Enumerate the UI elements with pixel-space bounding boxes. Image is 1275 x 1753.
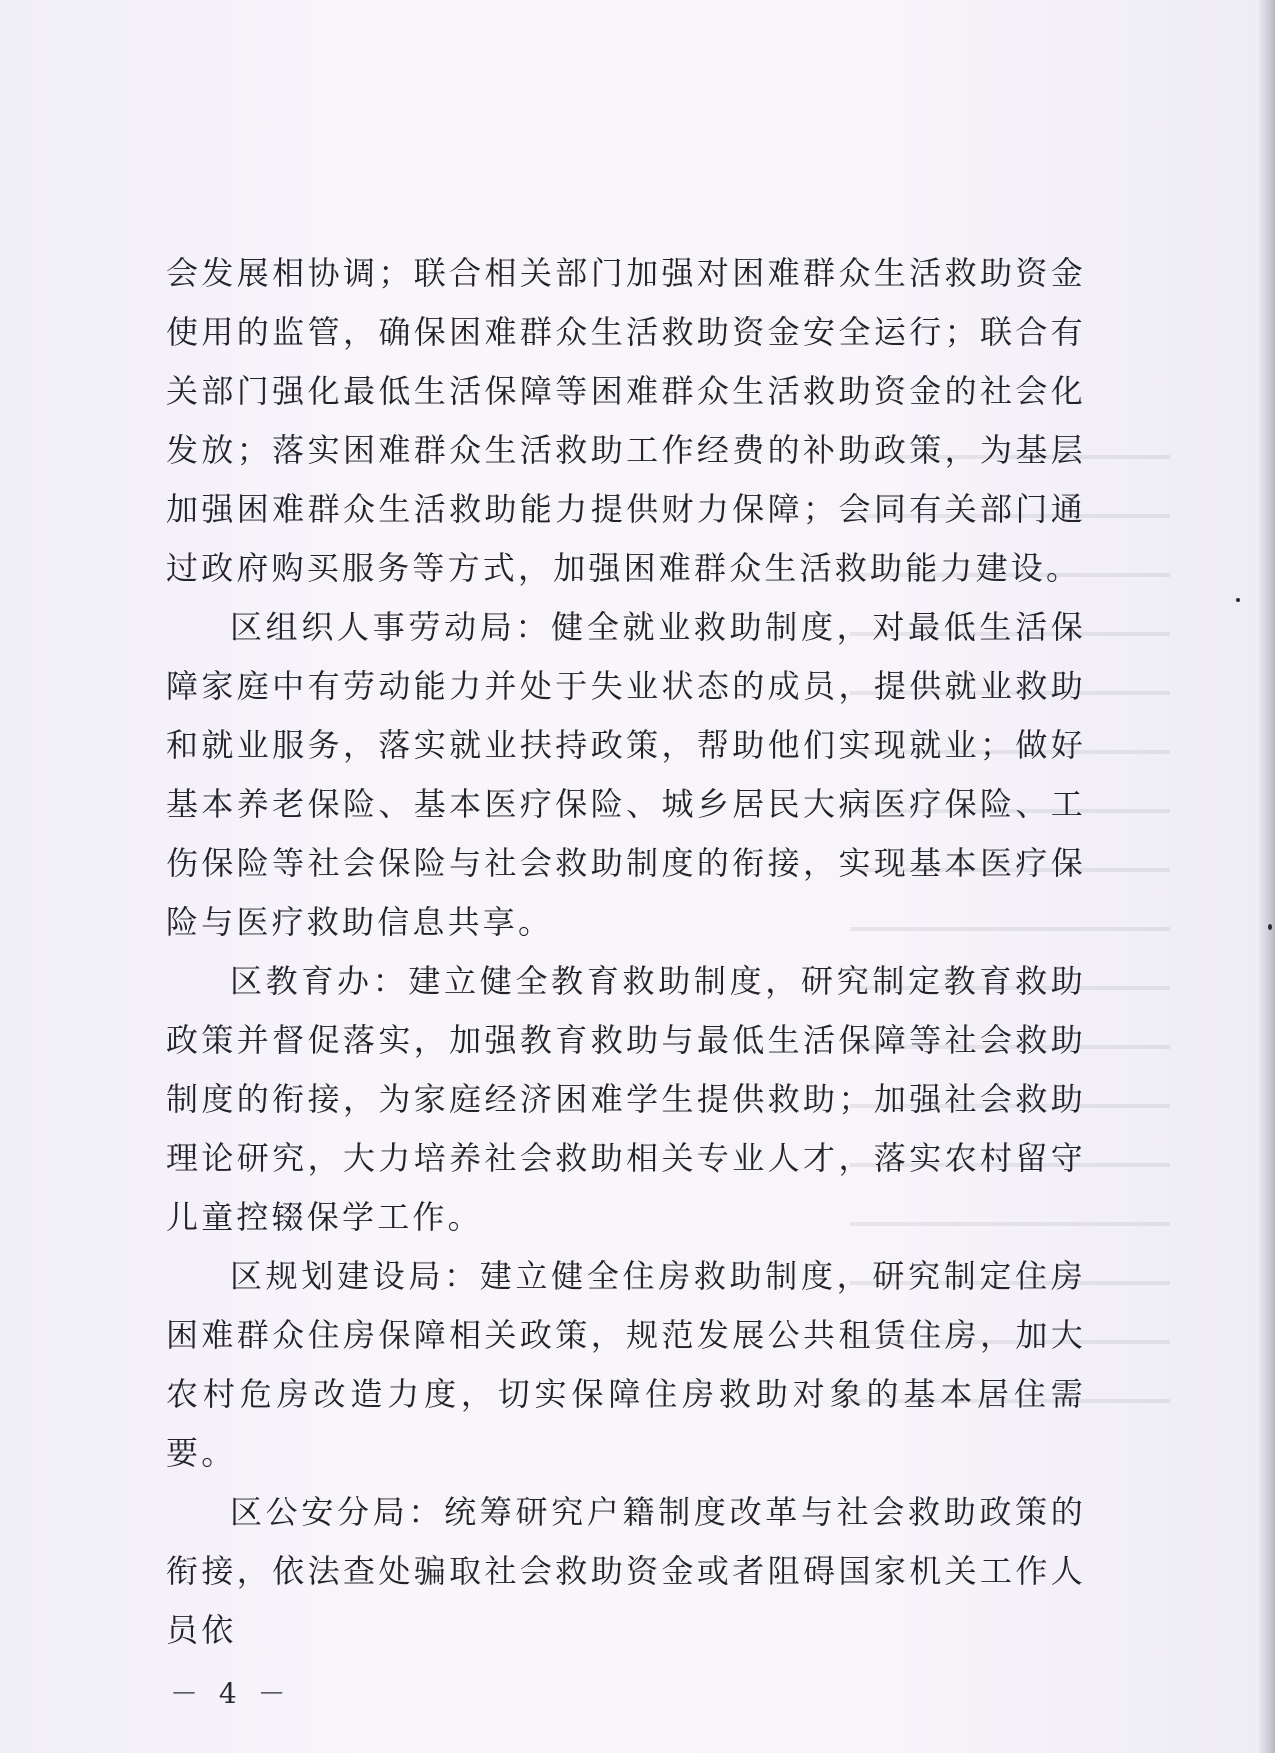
paragraph-public-security: 区公安分局：统筹研究户籍制度改革与社会救助政策的衔接，依法查处骗取社会救助资金或者阻碍国家机关工作人员依: [166, 1493, 1086, 1649]
page-number: － 4 －: [170, 1677, 292, 1710]
paragraph-education: 区教育办：建立健全教育救助制度，研究制定教育救助政策并督促落实，加强教育救助与最低生活保障等社会救助制度的衔接，为家庭经济困难学生提供救助；加强社会救助理论研究，大力培养社会救助相关专业人才，落实农村留守儿童控辍保学工作。: [166, 962, 1086, 1236]
scan-edge-shadow: [1259, 0, 1275, 1753]
scan-speck: [1268, 924, 1272, 930]
paragraph-planning-construction: 区规划建设局：建立健全住房救助制度，研究制定住房困难群众住房保障相关政策，规范发展公共租赁住房，加大农村危房改造力度，切实保障住房救助对象的基本居住需要。: [166, 1257, 1086, 1472]
paragraph-personnel-labor: 区组织人事劳动局：健全就业救助制度，对最低生活保障家庭中有劳动能力并处于失业状态的成员，提供就业救助和就业服务，落实就业扶持政策，帮助他们实现就业；做好基本养老保险、基本医疗保险、城乡居民大病医疗保险、工伤保险等社会保险与社会救助制度的衔接，实现基本医疗保险与医疗救助信息共享。: [166, 608, 1086, 941]
paragraph-finance-continued: 会发展相协调；联合相关部门加强对困难群众生活救助资金使用的监管，确保困难群众生活救助资金安全运行；联合有关部门强化最低生活保障等困难群众生活救助资金的社会化发放；落实困难群众生活救助工作经费的补助政策，为基层加强困难群众生活救助能力提供财力保障；会同有关部门通过政府购买服务等方式，加强困难群众生活救助能力建设。: [166, 254, 1086, 587]
document-body: [166, 244, 1086, 1660]
scan-speck: [1236, 598, 1240, 602]
